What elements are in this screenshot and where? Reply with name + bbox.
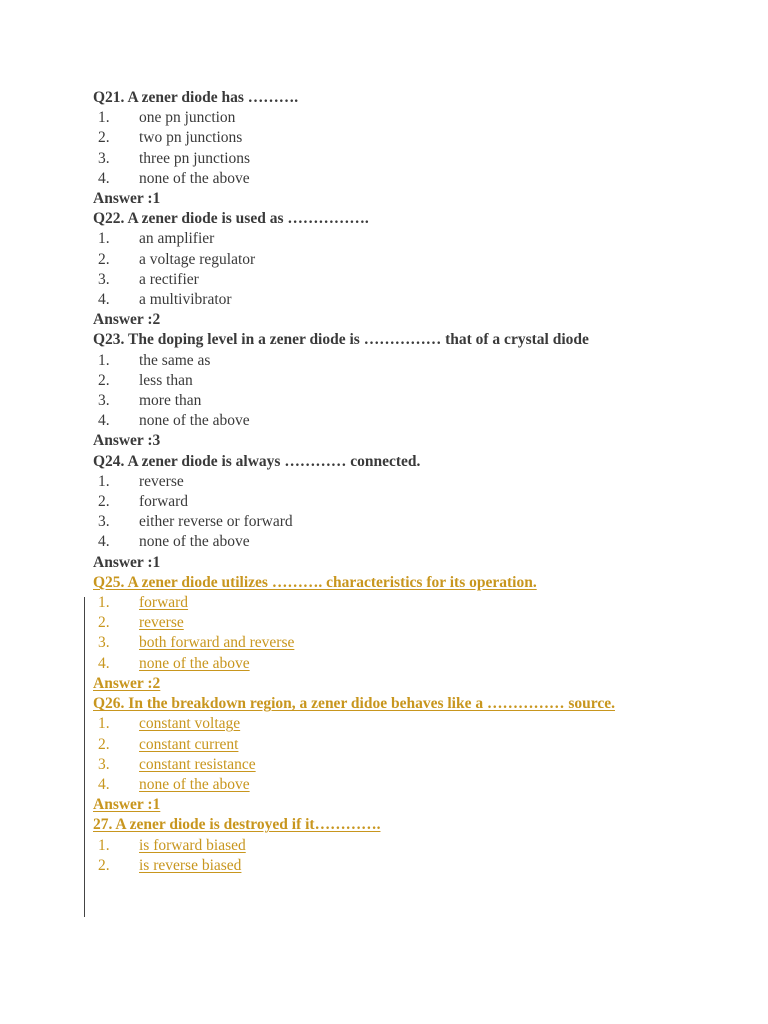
option-number: 2. bbox=[98, 250, 110, 268]
option-item bbox=[93, 371, 713, 391]
question-text: Q21. A zener diode has ………. bbox=[93, 89, 299, 106]
option-item bbox=[93, 714, 713, 734]
option-list bbox=[93, 108, 713, 189]
question-block bbox=[93, 88, 713, 209]
option-number: 4. bbox=[98, 775, 110, 793]
option-number: 3. bbox=[98, 755, 110, 773]
option-text: both forward and reverse bbox=[139, 634, 295, 652]
option-item bbox=[93, 856, 713, 876]
option-number: 4. bbox=[98, 169, 110, 187]
option-number: 2. bbox=[98, 371, 110, 389]
option-number: 2. bbox=[98, 129, 110, 147]
question-block bbox=[93, 694, 713, 815]
option-text: either reverse or forward bbox=[139, 513, 293, 531]
question-block bbox=[93, 330, 713, 451]
option-item bbox=[93, 755, 713, 775]
option-text: none of the above bbox=[139, 169, 250, 187]
option-text: three pn junctions bbox=[139, 149, 251, 167]
option-number: 1. bbox=[98, 594, 110, 612]
option-text: an amplifier bbox=[139, 230, 215, 248]
option-list bbox=[93, 472, 713, 553]
option-text: reverse bbox=[139, 472, 184, 490]
option-text: none of the above bbox=[139, 654, 250, 672]
option-text: is reverse biased bbox=[139, 856, 242, 874]
option-item bbox=[93, 735, 713, 755]
question-block bbox=[93, 452, 713, 573]
option-number: 2. bbox=[98, 856, 110, 874]
option-item bbox=[93, 775, 713, 795]
option-number: 1. bbox=[98, 230, 110, 248]
option-text: none of the above bbox=[139, 412, 250, 430]
answer-text: Answer :2 bbox=[93, 311, 161, 329]
option-number: 2. bbox=[98, 614, 110, 632]
option-text: more than bbox=[139, 392, 202, 410]
option-item bbox=[93, 250, 713, 270]
option-text: constant voltage bbox=[139, 715, 241, 733]
answer-text: Answer :3 bbox=[93, 432, 161, 450]
option-list bbox=[93, 593, 713, 674]
question-text: Q25. A zener diode utilizes ………. characteristics for its operation. bbox=[93, 573, 537, 591]
option-number: 4. bbox=[98, 291, 110, 309]
option-text: the same as bbox=[139, 351, 211, 369]
option-text: forward bbox=[139, 594, 189, 612]
option-item bbox=[93, 351, 713, 371]
option-text: constant resistance bbox=[139, 755, 256, 773]
option-item bbox=[93, 512, 713, 532]
option-number: 3. bbox=[98, 634, 110, 652]
option-text: one pn junction bbox=[139, 109, 236, 127]
option-text: a multivibrator bbox=[139, 291, 232, 309]
option-list bbox=[93, 714, 713, 795]
option-text: a rectifier bbox=[139, 270, 199, 288]
quiz-page bbox=[93, 88, 713, 876]
option-number: 3. bbox=[98, 392, 110, 410]
option-item bbox=[93, 836, 713, 856]
option-text: none of the above bbox=[139, 533, 250, 551]
question-text: 27. A zener diode is destroyed if it…………. bbox=[93, 816, 381, 834]
answer-text: Answer :1 bbox=[93, 553, 161, 571]
option-item bbox=[93, 492, 713, 512]
option-list bbox=[93, 351, 713, 432]
option-item bbox=[93, 128, 713, 148]
option-item bbox=[93, 169, 713, 189]
option-item bbox=[93, 613, 713, 633]
option-number: 2. bbox=[98, 493, 110, 511]
option-number: 1. bbox=[98, 351, 110, 369]
question-block bbox=[93, 573, 713, 694]
question-block bbox=[93, 209, 713, 330]
option-item bbox=[93, 633, 713, 653]
option-number: 4. bbox=[98, 654, 110, 672]
option-item bbox=[93, 149, 713, 169]
question-text: Q22. A zener diode is used as ……………. bbox=[93, 210, 369, 228]
option-item bbox=[93, 108, 713, 128]
answer-text: Answer :1 bbox=[93, 190, 161, 208]
option-text: constant current bbox=[139, 735, 239, 753]
option-text: none of the above bbox=[139, 775, 250, 793]
option-item bbox=[93, 270, 713, 290]
option-number: 4. bbox=[98, 533, 110, 551]
option-text: reverse bbox=[139, 614, 184, 632]
option-text: two pn junctions bbox=[139, 129, 243, 147]
option-list bbox=[93, 229, 713, 310]
option-number: 3. bbox=[98, 513, 110, 531]
option-number: 2. bbox=[98, 735, 110, 753]
answer-text: Answer :2 bbox=[93, 674, 161, 692]
option-number: 4. bbox=[98, 412, 110, 430]
question-text: Q24. A zener diode is always ………… connected. bbox=[93, 452, 421, 470]
answer-text: Answer :1 bbox=[93, 796, 161, 814]
option-text: less than bbox=[139, 371, 193, 389]
option-item bbox=[93, 391, 713, 411]
option-text: a voltage regulator bbox=[139, 250, 256, 268]
question-text: Q26. In the breakdown region, a zener didoe behaves like a …………… source. bbox=[93, 695, 615, 713]
option-number: 1. bbox=[98, 836, 110, 854]
option-item bbox=[93, 229, 713, 249]
option-number: 1. bbox=[98, 109, 110, 127]
option-number: 3. bbox=[98, 149, 110, 167]
option-item bbox=[93, 411, 713, 431]
option-number: 1. bbox=[98, 472, 110, 490]
option-number: 1. bbox=[98, 715, 110, 733]
question-block bbox=[93, 815, 713, 876]
change-bar bbox=[84, 597, 85, 917]
question-text: Q23. The doping level in a zener diode is …………… that of a crystal diode bbox=[93, 331, 589, 349]
option-number: 3. bbox=[98, 270, 110, 288]
option-list bbox=[93, 836, 713, 876]
option-item bbox=[93, 532, 713, 552]
option-text: is forward biased bbox=[139, 836, 246, 854]
option-text: forward bbox=[139, 493, 189, 511]
option-item bbox=[93, 472, 713, 492]
option-item bbox=[93, 593, 713, 613]
option-item bbox=[93, 654, 713, 674]
option-item bbox=[93, 290, 713, 310]
